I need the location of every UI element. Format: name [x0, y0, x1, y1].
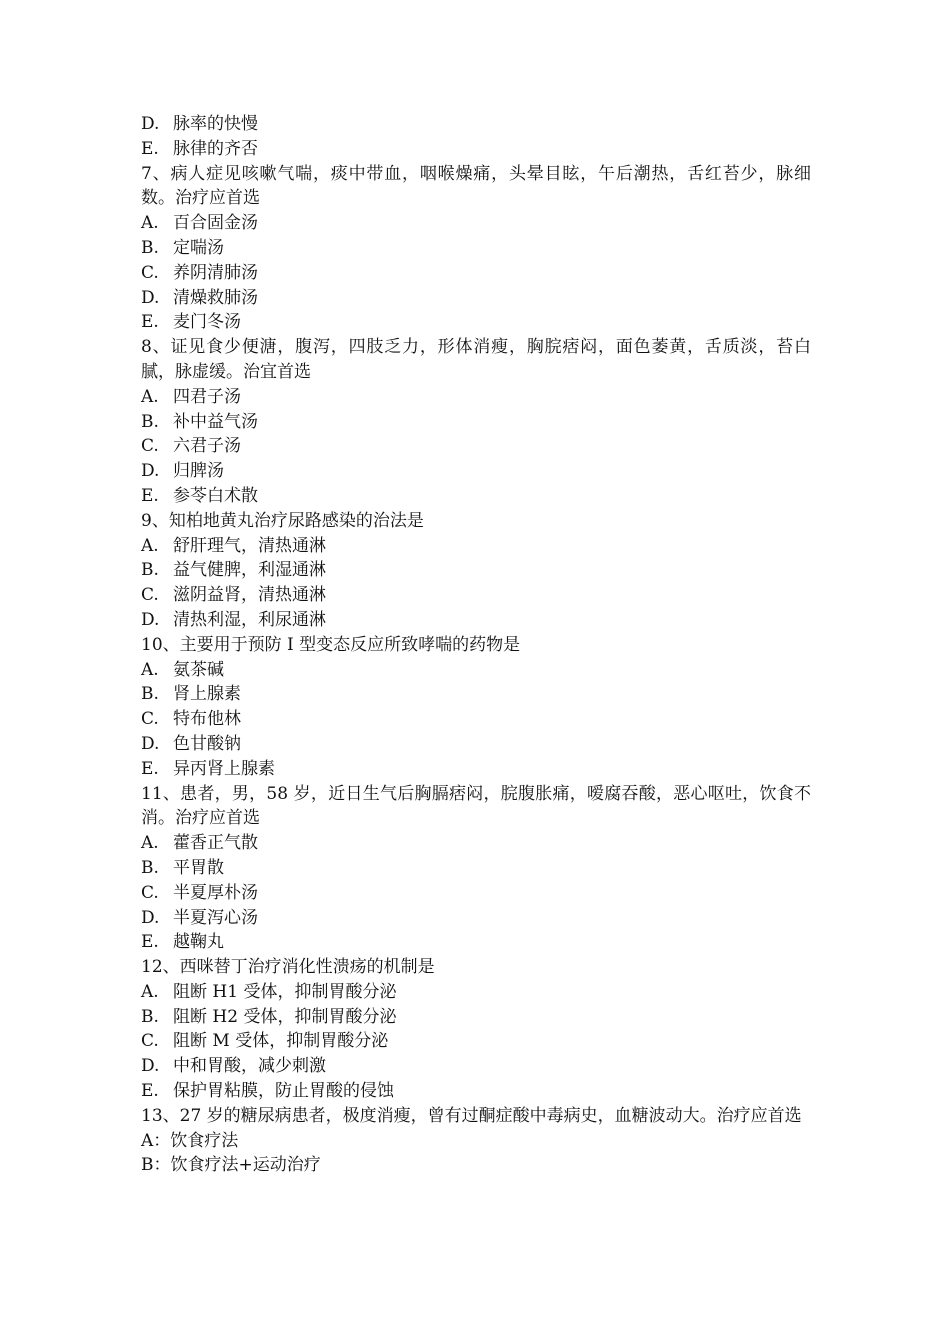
option-letter: E.	[141, 485, 159, 506]
answer-option	[141, 707, 811, 732]
answer-option	[141, 211, 811, 236]
option-letter: B.	[141, 1006, 159, 1027]
question-text: 8、证见食少便溏，腹泻，四肢乏力，形体消瘦，胸脘痞闷，面色萎黄，舌质淡，苔白腻，脉虚缓。治宜首选	[141, 337, 811, 382]
question-text: 12、西咪替丁治疗消化性溃疡的机制是	[141, 957, 435, 978]
answer-option: B：饮食疗法+运动治疗	[141, 1155, 321, 1176]
question-text: 11、患者，男，58 岁，近日生气后胸膈痞闷，脘腹胀痛，嗳腐吞酸，恶心呕吐，饮食不消。治疗应首选	[141, 783, 811, 829]
option-letter: D.	[141, 907, 160, 928]
answer-option	[141, 906, 811, 931]
question-text: 7、病人症见咳嗽气喘，痰中带血，咽喉燥痛，头晕目眩，午后潮热，舌红苔少，脉细数。治疗应首选	[141, 163, 811, 209]
option-letter: E.	[141, 138, 159, 159]
option-text: 清燥救肺汤	[173, 287, 258, 308]
option-letter: A.	[141, 535, 159, 556]
option-text: 六君子汤	[173, 436, 241, 457]
answer-option	[141, 831, 811, 856]
option-letter: A.	[141, 386, 159, 407]
option-text: 清热利湿，利尿通淋	[173, 609, 326, 630]
answer-option	[141, 534, 811, 559]
answer-option	[141, 137, 811, 162]
option-letter: C.	[141, 1031, 159, 1052]
answer-option	[141, 1054, 811, 1079]
answer-option	[141, 980, 811, 1005]
option-letter: B.	[141, 411, 159, 432]
option-letter: D.	[141, 1056, 160, 1077]
option-letter: E.	[141, 1081, 159, 1102]
answer-option	[141, 682, 811, 707]
option-letter: E.	[141, 932, 159, 953]
answer-option	[141, 881, 811, 906]
option-text: 四君子汤	[173, 386, 241, 407]
option-text: 半夏泻心汤	[173, 907, 258, 928]
answer-option	[141, 757, 811, 782]
option-text: 定喘汤	[173, 237, 224, 258]
document-body	[141, 112, 811, 1178]
option-text: 藿香正气散	[173, 833, 258, 854]
option-letter: A.	[141, 981, 159, 1002]
answer-option	[141, 658, 811, 683]
answer-option	[141, 286, 811, 311]
answer-option	[141, 930, 811, 955]
option-text: 舒肝理气，清热通淋	[173, 535, 326, 556]
option-text: 色甘酸钠	[173, 733, 241, 754]
option-letter: B.	[141, 857, 159, 878]
option-letter: B.	[141, 560, 159, 581]
option-letter: A.	[141, 659, 159, 680]
option-text: 氨茶碱	[173, 659, 224, 680]
option-text: 阻断 H1 受体，抑制胃酸分泌	[173, 981, 397, 1002]
answer-option	[141, 1079, 811, 1104]
option-text: 养阴清肺汤	[173, 262, 258, 283]
answer-option	[141, 112, 811, 137]
option-text: 归脾汤	[173, 461, 224, 482]
option-letter: D.	[141, 287, 160, 308]
option-text: 半夏厚朴汤	[173, 882, 258, 903]
answer-option	[141, 484, 811, 509]
option-text: 平胃散	[173, 857, 224, 878]
answer-option	[141, 583, 811, 608]
option-text: 参苓白术散	[173, 485, 258, 506]
answer-option	[141, 236, 811, 261]
option-text: 保护胃粘膜，防止胃酸的侵蚀	[173, 1081, 394, 1102]
question-text: 13、27 岁的糖尿病患者，极度消瘦，曾有过酮症酸中毒病史，血糖波动大。治疗应首选	[141, 1105, 802, 1126]
option-letter: C.	[141, 585, 159, 606]
option-text: 麦门冬汤	[173, 312, 241, 333]
option-text: 越鞠丸	[173, 932, 224, 953]
answer-option	[141, 1029, 811, 1054]
option-text: 肾上腺素	[173, 684, 241, 705]
option-letter: B.	[141, 237, 159, 258]
option-letter: A.	[141, 213, 159, 234]
option-letter: C.	[141, 709, 159, 730]
option-text: 补中益气汤	[173, 411, 258, 432]
answer-option	[141, 385, 811, 410]
option-text: 滋阴益肾，清热通淋	[173, 585, 326, 606]
option-letter: D.	[141, 609, 160, 630]
answer-option	[141, 856, 811, 881]
option-text: 益气健脾，利湿通淋	[173, 560, 326, 581]
option-text: 阻断 H2 受体，抑制胃酸分泌	[173, 1006, 397, 1027]
option-text: 百合固金汤	[173, 213, 258, 234]
option-letter: D.	[141, 114, 160, 134]
answer-option	[141, 558, 811, 583]
option-text: 阻断 M 受体，抑制胃酸分泌	[173, 1031, 389, 1052]
answer-option	[141, 732, 811, 757]
option-text: 特布他林	[173, 709, 241, 730]
answer-option: A：饮食疗法	[141, 1130, 239, 1151]
answer-option	[141, 410, 811, 435]
option-letter: C.	[141, 436, 159, 457]
option-letter: D.	[141, 461, 160, 482]
option-letter: E.	[141, 312, 159, 333]
option-text: 异丙肾上腺素	[173, 758, 275, 779]
answer-option	[141, 310, 811, 335]
option-text: 脉律的齐否	[173, 138, 258, 159]
option-letter: C.	[141, 262, 159, 283]
option-letter: E.	[141, 758, 159, 779]
answer-option	[141, 434, 811, 459]
option-letter: D.	[141, 733, 160, 754]
question-text: 9、知柏地黄丸治疗尿路感染的治法是	[141, 510, 424, 531]
option-letter: B.	[141, 684, 159, 705]
answer-option	[141, 459, 811, 484]
answer-option	[141, 261, 811, 286]
option-letter: C.	[141, 882, 159, 903]
question-text: 10、主要用于预防 I 型变态反应所致哮喘的药物是	[141, 634, 521, 655]
option-text: 中和胃酸，减少刺激	[173, 1056, 326, 1077]
option-text: 脉率的快慢	[173, 114, 258, 134]
option-letter: A.	[141, 833, 159, 854]
answer-option	[141, 1005, 811, 1030]
answer-option	[141, 608, 811, 633]
